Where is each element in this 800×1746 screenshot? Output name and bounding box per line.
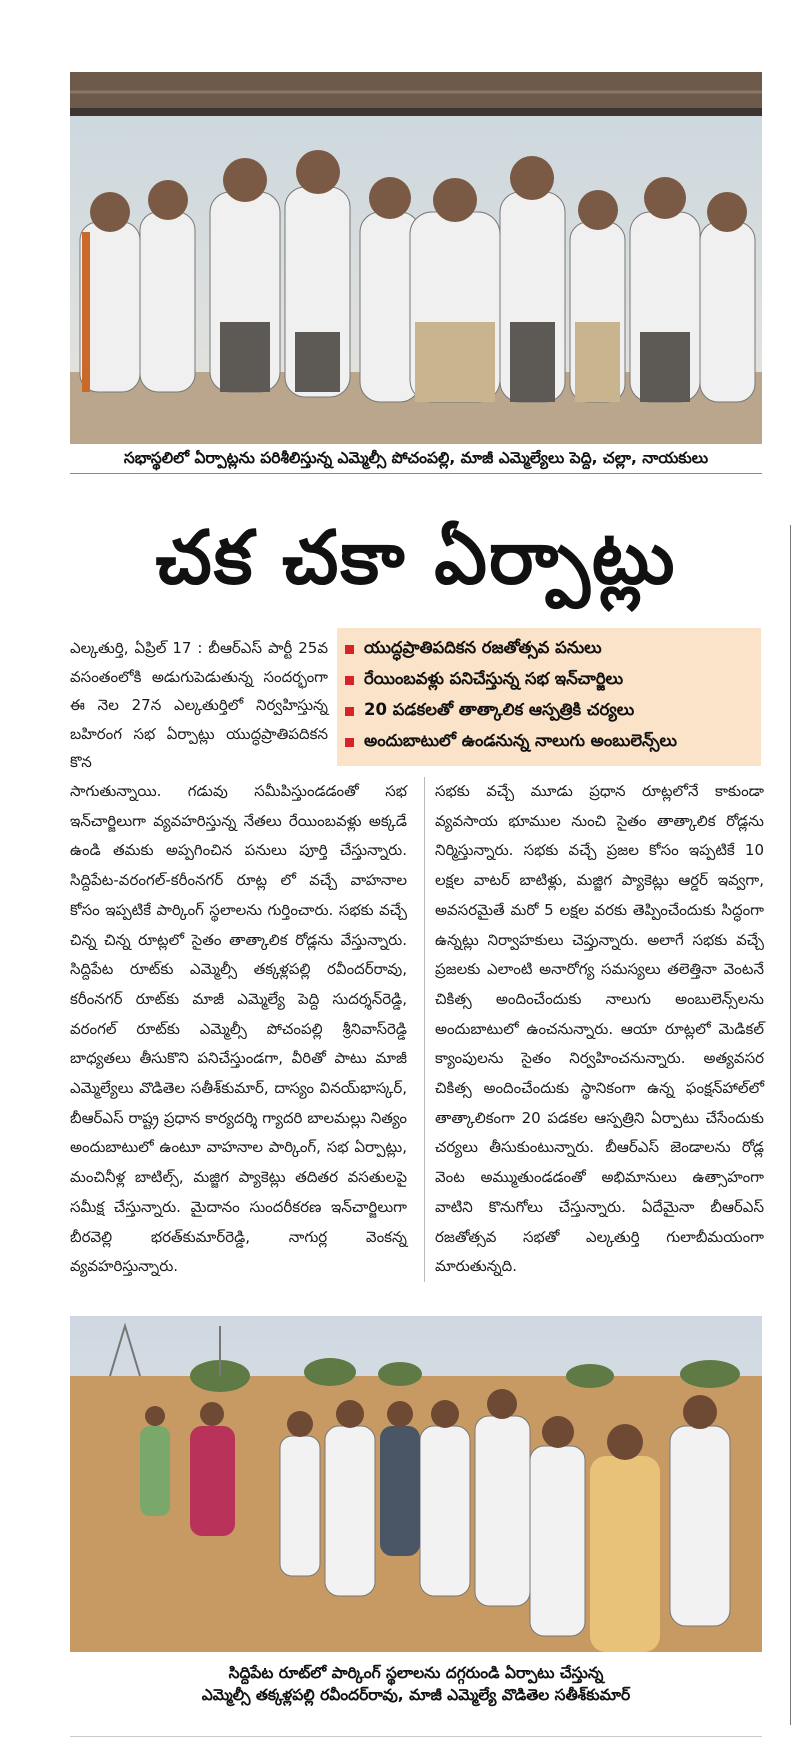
highlight-text: రేయింబవళ్లు పనిచేస్తున్న సభ ఇన్‌చార్జిలు <box>364 669 624 688</box>
bullet-square-icon <box>345 645 354 654</box>
highlight-text: యుద్ధప్రాతిపదికన రజతోత్సవ పనులు <box>364 638 602 657</box>
highlight-item <box>345 634 753 665</box>
bullet-square-icon <box>345 738 354 747</box>
bullet-square-icon <box>345 707 354 716</box>
caption-line: ఎమ్మెల్సీ తక్కళ్లపల్లి రవీందర్‌రావు, మాజీ ఎమ్మెల్యే వొడితెల సతీశ్‌కుమార్ <box>201 1686 631 1705</box>
top-news-photo <box>70 72 762 444</box>
bottom-news-photo <box>70 1316 762 1652</box>
highlight-item <box>345 696 753 727</box>
top-photo-caption: సభాస్థలిలో ఏర్పాట్లను పరిశీలిస్తున్న ఎమ్మెల్సీ పోచంపల్లి, మాజీ ఎమ్మెల్యేలు పెద్ది, చల్లా, నాయకులు <box>70 447 762 474</box>
article-left-column: సాగుతున్నాయి. గడువు సమీపిస్తుండడంతో సభ ఇన్‌చార్జిలుగా వ్యవహరిస్తున్న నేతలు రేయింబవళ్లు అక్కడే ఉండి తమకు అప్పగించిన పనులు పూర్తి చేస్తున్నారు. సిద్దిపేట-వరంగల్-కరీంనగర్ రూట్ల లో వచ్చే వాహనాల కోసం ఇప్పటికే పార్కింగ్ స్థలాలను గుర్తించారు. సభకు వచ్చే చిన్న చిన్న రూట్లలో సైతం తాత్కాలిక రోడ్లను వేస్తున్నారు. సిద్దిపేట రూట్‌కు ఎమ్మెల్సీ తక్కళ్లపల్లి రవీందర్‌రావు, కరీంనగర్ రూట్‌కు మాజీ ఎమ్మెల్యే పెద్ది సుదర్శన్‌రెడ్డి, వరంగల్ రూట్‌కు ఎమ్మెల్సీ పోచంపల్లి శ్రీనివాస్‌రెడ్డి బాధ్యతలు తీసుకొని పనిచేస్తుండగా, వీరితో పాటు మాజీ ఎమ్మెల్యేలు వొడితెల సతీశ్‌కుమార్, దాస్యం వినయ్‌భాస్కర్, బీఆర్‌ఎస్ రాష్ట్ర ప్రధాన కార్యదర్శి గ్యాదరి బాలమల్లు నిత్యం అందుబాటులో ఉంటూ వాహనాల పార్కింగ్, సభ ఏర్పాట్లు, మంచినీళ్ల బాటిల్స్, మజ్జిగ ప్యాకెట్లు తదితర వసతులపై సమీక్ష చేస్తున్నారు. మైదానం సుందరీకరణ ఇన్‌చార్జిలుగా బీరవెల్లి భరత్‌కుమార్‌రెడ్డి, నాగుర్ల వెంకన్న వ్యవహరిస్తున్నారు. <box>70 782 407 1276</box>
highlight-item <box>345 727 753 758</box>
bullet-square-icon <box>345 676 354 685</box>
page-divider <box>70 1736 762 1737</box>
highlight-text: అందుబాటులో ఉండనున్న నాలుగు అంబులెన్స్‌లు <box>364 731 677 750</box>
group-photo-icon <box>70 72 762 444</box>
highlight-item <box>345 665 753 696</box>
article-intro: ఎల్కతుర్తి, ఏప్రిల్ 17 : బీఆర్‌ఎస్ పార్టీ 25వ వసంతంలోకి అడుగుపెడుతున్న సందర్భంగా ఈ నెల 27న ఎల్కతుర్తిలో నిర్వహిస్తున్న బహిరంగ సభ ఏర్పాట్లు యుద్ధప్రాతిపదికన కొన <box>70 639 328 771</box>
page-divider <box>790 525 791 1725</box>
caption-line: సిద్దిపేట రూట్‌లో పార్కింగ్ స్థలాలను దగ్గరుండి ఏర్పాటు చేస్తున్న <box>228 1664 604 1682</box>
bottom-photo-caption <box>70 1662 762 1707</box>
field-photo-icon <box>70 1316 762 1652</box>
highlight-text: 20 పడకలతో తాత్కాలిక ఆస్పత్రికి చర్యలు <box>364 700 635 719</box>
highlights-box <box>337 628 761 766</box>
article-right-column: సభకు వచ్చే మూడు ప్రధాన రూట్లలోనే కాకుండా వ్యవసాయ భూముల నుంచి సైతం తాత్కాలిక రోడ్లను నిర్మిస్తున్నారు. సభకు వచ్చే ప్రజల కోసం ఇప్పటికే 10 లక్షల వాటర్ బాటిళ్లు, మజ్జిగ ప్యాకెట్లు ఆర్డర్ ఇవ్వగా, అవసరమైతే మరో 5 లక్షల వరకు తెప్పించేందుకు సిద్ధంగా ఉన్నట్లు నిర్వాహకులు చెప్తున్నారు. అలాగే సభకు వచ్చే ప్రజలకు ఎలాంటి అనారోగ్య సమస్యలు తలెత్తినా వెంటనే చికిత్స అందించేందుకు నాలుగు అంబులెన్స్‌లను అందుబాటులో ఉంచనున్నారు. ఆయా రూట్లలో మెడికల్ క్యాంపులను సైతం నిర్వహించనున్నారు. అత్యవసర చికిత్స అందించేందుకు స్థానికంగా ఉన్న ఫంక్షన్‌హాల్‌లో తాత్కాలికంగా 20 పడకల ఆస్పత్రిని ఏర్పాటు చేసేందుకు చర్యలు తీసుకుంటున్నారు. బీఆర్‌ఎస్ జెండాలను రోడ్ల వెంట అమ్ముతుండడంతో అభిమానులు ఉత్సాహంగా వాటిని కొనుగోలు చేస్తున్నారు. ఏదేమైనా బీఆర్‌ఎస్ రజతోత్సవ సభతో ఎల్కతుర్తి గులాబీమయంగా మారుతున్నది. <box>424 777 764 1282</box>
headline: చక చకా ఏర్పాట్లు <box>155 515 677 601</box>
